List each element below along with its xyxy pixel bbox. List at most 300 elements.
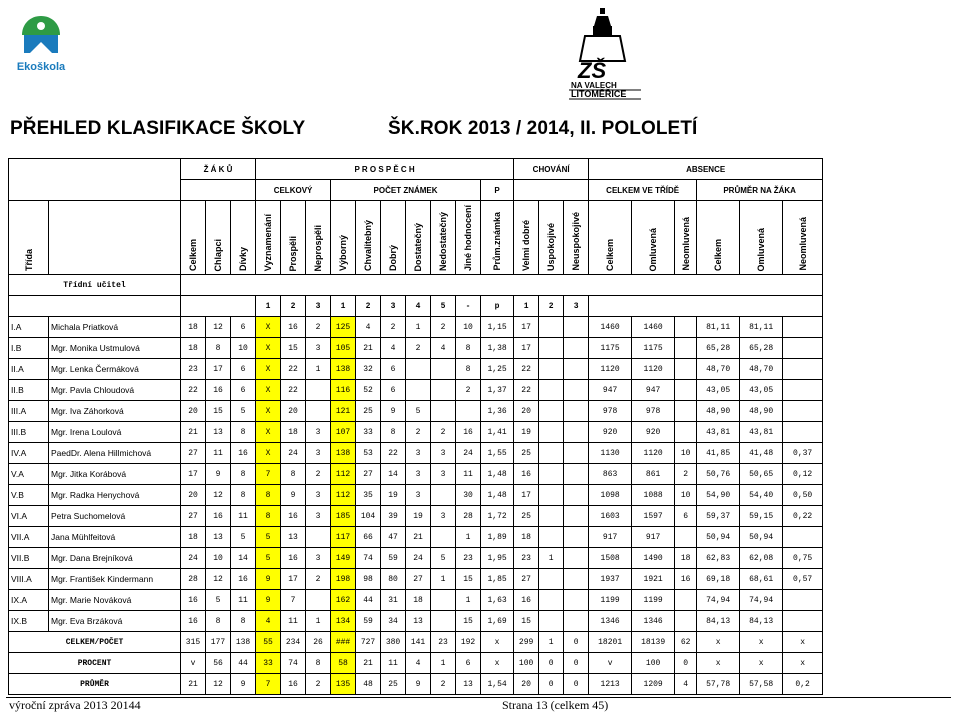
class-cell: VIII.A [9,569,49,590]
cell-ch3 [564,548,589,569]
summary-cell-abs-c: 1213 [589,674,632,695]
cell-abs-o: 1175 [632,338,675,359]
cell-ch2 [539,401,564,422]
teacher-cell: Petra Suchomelová [49,506,181,527]
table-row [9,401,823,422]
cell-prum: 1,85 [481,569,514,590]
cell-z1: 107 [331,422,356,443]
cell-jine [456,401,481,422]
cell-divky: 8 [231,611,256,632]
table-row [9,338,823,359]
summary-cell-avg-n: x [783,653,823,674]
cell-divky: 16 [231,569,256,590]
cell-abs-o: 1346 [632,611,675,632]
col-number: 1 [514,296,539,317]
cell-abs-o: 861 [632,464,675,485]
cell-z4: 19 [406,506,431,527]
cell-pro: 13 [281,527,306,548]
cell-nepro: 1 [306,359,331,380]
summary-cell-z3: 25 [381,674,406,695]
cell-ch1: 27 [514,569,539,590]
teacher-cell: Mgr. Marie Nováková [49,590,181,611]
summary-cell-ch2: 1 [539,632,564,653]
cell-abs-o: 1597 [632,506,675,527]
summary-cell-ch1: 100 [514,653,539,674]
summary-cell-ch2: 0 [539,674,564,695]
cell-ch2 [539,590,564,611]
cell-avg-n: 0,12 [783,464,823,485]
num-blank-3 [589,296,823,317]
cell-z2: 21 [356,338,381,359]
cell-ch3 [564,527,589,548]
col-number: 3 [306,296,331,317]
cell-ch2 [539,485,564,506]
cell-divky: 11 [231,590,256,611]
teacher-cell: Mgr. Radka Henychová [49,485,181,506]
cell-avg-c: 50,76 [697,464,740,485]
cell-z2: 25 [356,401,381,422]
cell-pro: 20 [281,401,306,422]
cell-abs-c: 1346 [589,611,632,632]
class-cell: II.A [9,359,49,380]
summary-cell-z4: 9 [406,674,431,695]
summary-cell-chlapci: 12 [206,674,231,695]
corner-cell [9,159,181,201]
cell-abs-o: 1460 [632,317,675,338]
cell-jine: 10 [456,317,481,338]
cell-z5: 3 [431,443,456,464]
cell-ch3 [564,506,589,527]
group-zaci: Ž Á K Ů [181,159,256,180]
summary-cell-divky: 138 [231,632,256,653]
svg-text:LITOMĚŘICE: LITOMĚŘICE [571,89,627,99]
summary-cell-avg-c: x [697,653,740,674]
cell-avg-n [783,527,823,548]
cell-abs-c: 863 [589,464,632,485]
cell-jine: 23 [456,548,481,569]
cell-avg-c: 59,37 [697,506,740,527]
summary-cell-divky: 44 [231,653,256,674]
cell-chlapci: 13 [206,527,231,548]
cell-avg-n: 0,50 [783,485,823,506]
summary-cell-z3: 11 [381,653,406,674]
cell-z5 [431,401,456,422]
header-avg-omluvena: Omluvená [740,201,783,275]
cell-abs-c: 978 [589,401,632,422]
cell-nepro: 3 [306,338,331,359]
cell-avg-c: 69,18 [697,569,740,590]
summary-cell-jine: 192 [456,632,481,653]
cell-abs-c: 920 [589,422,632,443]
cell-z2: 98 [356,569,381,590]
cell-vyz: X [256,443,281,464]
cell-vyz: 8 [256,485,281,506]
classification-table [8,158,823,695]
cell-prum: 1,63 [481,590,514,611]
col-number: 4 [406,296,431,317]
summary-cell-z2: 48 [356,674,381,695]
cell-divky: 10 [231,338,256,359]
cell-ch3 [564,338,589,359]
cell-vyz: 5 [256,527,281,548]
cell-jine: 28 [456,506,481,527]
cell-z5: 5 [431,548,456,569]
header-abs-celkem: Celkem [589,201,632,275]
cell-vyz: 9 [256,569,281,590]
summary-cell-abs-c: 18201 [589,632,632,653]
cell-divky: 5 [231,401,256,422]
header-neprospeli: Neprospěli [306,201,331,275]
cell-z1: 149 [331,548,356,569]
summary-cell-z3: 380 [381,632,406,653]
cell-chlapci: 5 [206,590,231,611]
cell-jine: 2 [456,380,481,401]
cell-pro: 22 [281,380,306,401]
sub-celkovy: CELKOVÝ [256,180,331,201]
cell-celkem: 16 [181,611,206,632]
cell-vyz: X [256,422,281,443]
cell-prum: 1,48 [481,464,514,485]
class-cell: VII.B [9,548,49,569]
header-abs-neomluvena: Neomluvená [675,201,697,275]
cell-ch2 [539,527,564,548]
summary-cell-nepro: 2 [306,674,331,695]
summary-cell-jine: 13 [456,674,481,695]
class-cell: IX.A [9,590,49,611]
summary-cell-abs-o: 18139 [632,632,675,653]
cell-nepro [306,401,331,422]
cell-z2: 59 [356,611,381,632]
cell-prum: 1,37 [481,380,514,401]
header-uspokojive: Uspokojivé [539,201,564,275]
cell-jine: 30 [456,485,481,506]
col-number: 3 [381,296,406,317]
cell-avg-c: 74,94 [697,590,740,611]
tt-blank [181,275,823,296]
cell-ch3 [564,401,589,422]
cell-prum: 1,95 [481,548,514,569]
summary-cell-nepro: 8 [306,653,331,674]
cell-z5 [431,380,456,401]
summary-row [9,674,823,695]
ekoskola-logo [8,8,74,78]
cell-ch2: 1 [539,548,564,569]
summary-cell-celkem: 315 [181,632,206,653]
cell-ch2 [539,464,564,485]
summary-label: PRŮMĚR [9,674,181,695]
header-trida: Třída [9,201,49,275]
cell-z1: 125 [331,317,356,338]
cell-jine: 24 [456,443,481,464]
cell-divky: 6 [231,380,256,401]
cell-chlapci: 8 [206,611,231,632]
cell-abs-c: 1199 [589,590,632,611]
cell-z5 [431,359,456,380]
cell-z5 [431,527,456,548]
header-velmi-dobre: Velmi dobré [514,201,539,275]
cell-ch1: 19 [514,422,539,443]
summary-cell-pro: 234 [281,632,306,653]
cell-abs-n [675,338,697,359]
group-chovani: CHOVÁNÍ [514,159,589,180]
cell-z2: 33 [356,422,381,443]
cell-z3: 19 [381,485,406,506]
cell-vyz: 4 [256,611,281,632]
cell-abs-n: 10 [675,485,697,506]
cell-celkem: 16 [181,590,206,611]
cell-z4: 2 [406,338,431,359]
sub-pocet-znamek: POČET ZNÁMEK [331,180,481,201]
cell-celkem: 24 [181,548,206,569]
cell-divky: 14 [231,548,256,569]
cell-celkem: 28 [181,569,206,590]
cell-avg-c: 65,28 [697,338,740,359]
summary-cell-ch1: 299 [514,632,539,653]
class-cell: III.B [9,422,49,443]
cell-abs-n: 10 [675,443,697,464]
summary-label: PROCENT [9,653,181,674]
tridni-ucitel-label: Třídní učitel [9,275,181,296]
summary-cell-abs-o: 100 [632,653,675,674]
cell-jine: 11 [456,464,481,485]
header-nedostatecny: Nedostatečný [431,201,456,275]
summary-cell-z1: 135 [331,674,356,695]
teacher-cell: Michala Priatková [49,317,181,338]
cell-abs-n: 6 [675,506,697,527]
col-number: 1 [331,296,356,317]
cell-z2: 74 [356,548,381,569]
cell-divky: 8 [231,422,256,443]
cell-abs-o: 920 [632,422,675,443]
cell-chlapci: 17 [206,359,231,380]
cell-avg-c: 54,90 [697,485,740,506]
cell-avg-o: 54,40 [740,485,783,506]
cell-avg-o: 50,65 [740,464,783,485]
table-row [9,590,823,611]
sub-p: P [481,180,514,201]
cell-divky: 8 [231,485,256,506]
school-year-title: ŠK.ROK 2013 / 2014, II. POLOLETÍ [388,118,698,139]
cell-ch2 [539,443,564,464]
cell-vyz: 7 [256,464,281,485]
header-chlapci: Chlapci [206,201,231,275]
cell-pro: 11 [281,611,306,632]
summary-cell-ch3: 0 [564,653,589,674]
summary-cell-vyz: 7 [256,674,281,695]
col-number: 1 [256,296,281,317]
header-chvalitebny: Chvalitebný [356,201,381,275]
cell-avg-n [783,317,823,338]
cell-ch1: 20 [514,401,539,422]
cell-abs-o: 1120 [632,443,675,464]
cell-abs-c: 1508 [589,548,632,569]
cell-z2: 4 [356,317,381,338]
cell-z5: 4 [431,338,456,359]
cell-vyz: X [256,401,281,422]
table-row [9,527,823,548]
cell-z4: 21 [406,527,431,548]
cell-ch2 [539,380,564,401]
cell-ch1: 16 [514,590,539,611]
cell-z2: 53 [356,443,381,464]
cell-celkem: 18 [181,317,206,338]
cell-z5: 1 [431,569,456,590]
teacher-cell: Mgr. Pavla Chloudová [49,380,181,401]
summary-cell-z5: 23 [431,632,456,653]
class-cell: VII.A [9,527,49,548]
cell-z2: 27 [356,464,381,485]
teacher-cell: Mgr. Dana Brejníková [49,548,181,569]
cell-z4: 24 [406,548,431,569]
cell-avg-o: 48,70 [740,359,783,380]
cell-ch1: 25 [514,506,539,527]
cell-abs-n [675,422,697,443]
cell-ch1: 16 [514,464,539,485]
cell-ch2 [539,611,564,632]
cell-nepro: 2 [306,464,331,485]
cell-avg-o: 59,15 [740,506,783,527]
cell-ch2 [539,317,564,338]
cell-avg-n [783,338,823,359]
cell-chlapci: 8 [206,338,231,359]
class-cell: II.B [9,380,49,401]
summary-cell-chlapci: 56 [206,653,231,674]
cell-pro: 22 [281,359,306,380]
cell-ch3 [564,485,589,506]
cell-prum: 1,15 [481,317,514,338]
header-neuspokojive: Neuspokojivé [564,201,589,275]
cell-chlapci: 11 [206,443,231,464]
cell-ch3 [564,590,589,611]
col-number: 2 [539,296,564,317]
cell-ch2 [539,422,564,443]
svg-text:Ekoškola: Ekoškola [16,61,66,73]
table-row [9,464,823,485]
col-number: 2 [281,296,306,317]
cell-prum: 1,48 [481,485,514,506]
header-jine-hodnoceni: Jiné hodnocení [456,201,481,275]
cell-z4: 3 [406,443,431,464]
cell-abs-o: 1120 [632,359,675,380]
cell-celkem: 20 [181,485,206,506]
summary-cell-z5: 2 [431,674,456,695]
cell-ch2 [539,569,564,590]
cell-ch3 [564,317,589,338]
cell-avg-c: 43,81 [697,422,740,443]
cell-z4: 18 [406,590,431,611]
summary-cell-z1: 58 [331,653,356,674]
table-row [9,569,823,590]
summary-cell-z1: ### [331,632,356,653]
header-prospeli: Prospěli [281,201,306,275]
cell-abs-o: 917 [632,527,675,548]
cell-avg-c: 50,94 [697,527,740,548]
cell-avg-c: 41,85 [697,443,740,464]
cell-abs-c: 947 [589,380,632,401]
cell-z4: 2 [406,422,431,443]
cell-nepro [306,380,331,401]
summary-cell-prum: x [481,653,514,674]
cell-divky: 11 [231,506,256,527]
cell-abs-n: 18 [675,548,697,569]
cell-z4: 13 [406,611,431,632]
cell-chlapci: 13 [206,422,231,443]
cell-abs-n [675,611,697,632]
summary-cell-vyz: 33 [256,653,281,674]
svg-text:ZŠ: ZŠ [578,58,607,83]
col-number: 5 [431,296,456,317]
cell-z1: 198 [331,569,356,590]
teacher-cell: Mgr. Lenka Čermáková [49,359,181,380]
cell-z5: 3 [431,506,456,527]
table-row [9,611,823,632]
header-blank [49,201,181,275]
cell-z3: 6 [381,359,406,380]
cell-abs-o: 1199 [632,590,675,611]
cell-avg-n: 0,57 [783,569,823,590]
summary-cell-prum: x [481,632,514,653]
header-divky: Dívky [231,201,256,275]
cell-divky: 6 [231,359,256,380]
cell-z1: 162 [331,590,356,611]
cell-ch1: 17 [514,485,539,506]
cell-ch3 [564,611,589,632]
cell-prum: 1,41 [481,422,514,443]
cell-avg-n: 0,22 [783,506,823,527]
cell-z4: 1 [406,317,431,338]
cell-abs-n: 2 [675,464,697,485]
sub-celkem-ve-tride: CELKEM VE TŘÍDĚ [589,180,697,201]
cell-pro: 18 [281,422,306,443]
cell-vyz: X [256,359,281,380]
table-row [9,422,823,443]
cell-avg-o: 65,28 [740,338,783,359]
cell-avg-o: 68,61 [740,569,783,590]
cell-abs-n [675,590,697,611]
group-absence: ABSENCE [589,159,823,180]
cell-ch1: 22 [514,380,539,401]
cell-z5: 2 [431,317,456,338]
cell-abs-c: 917 [589,527,632,548]
cell-avg-o: 50,94 [740,527,783,548]
cell-avg-n [783,401,823,422]
cell-jine: 8 [456,338,481,359]
cell-prum: 1,72 [481,506,514,527]
summary-cell-nepro: 26 [306,632,331,653]
cell-z1: 112 [331,464,356,485]
cell-z2: 44 [356,590,381,611]
cell-nepro: 2 [306,317,331,338]
cell-nepro: 3 [306,485,331,506]
summary-cell-abs-c: v [589,653,632,674]
cell-avg-n [783,359,823,380]
teacher-cell: Mgr. Monika Ustmulová [49,338,181,359]
cell-pro: 15 [281,338,306,359]
cell-vyz: 9 [256,590,281,611]
teacher-cell: PaedDr. Alena Hillmichová [49,443,181,464]
table-row [9,317,823,338]
cell-vyz: X [256,317,281,338]
summary-cell-divky: 9 [231,674,256,695]
svg-text:NA VALECH: NA VALECH [571,81,617,90]
cell-pro: 17 [281,569,306,590]
table-row [9,443,823,464]
cell-pro: 24 [281,443,306,464]
cell-abs-c: 1175 [589,338,632,359]
class-cell: I.A [9,317,49,338]
table-row [9,485,823,506]
cell-celkem: 18 [181,338,206,359]
